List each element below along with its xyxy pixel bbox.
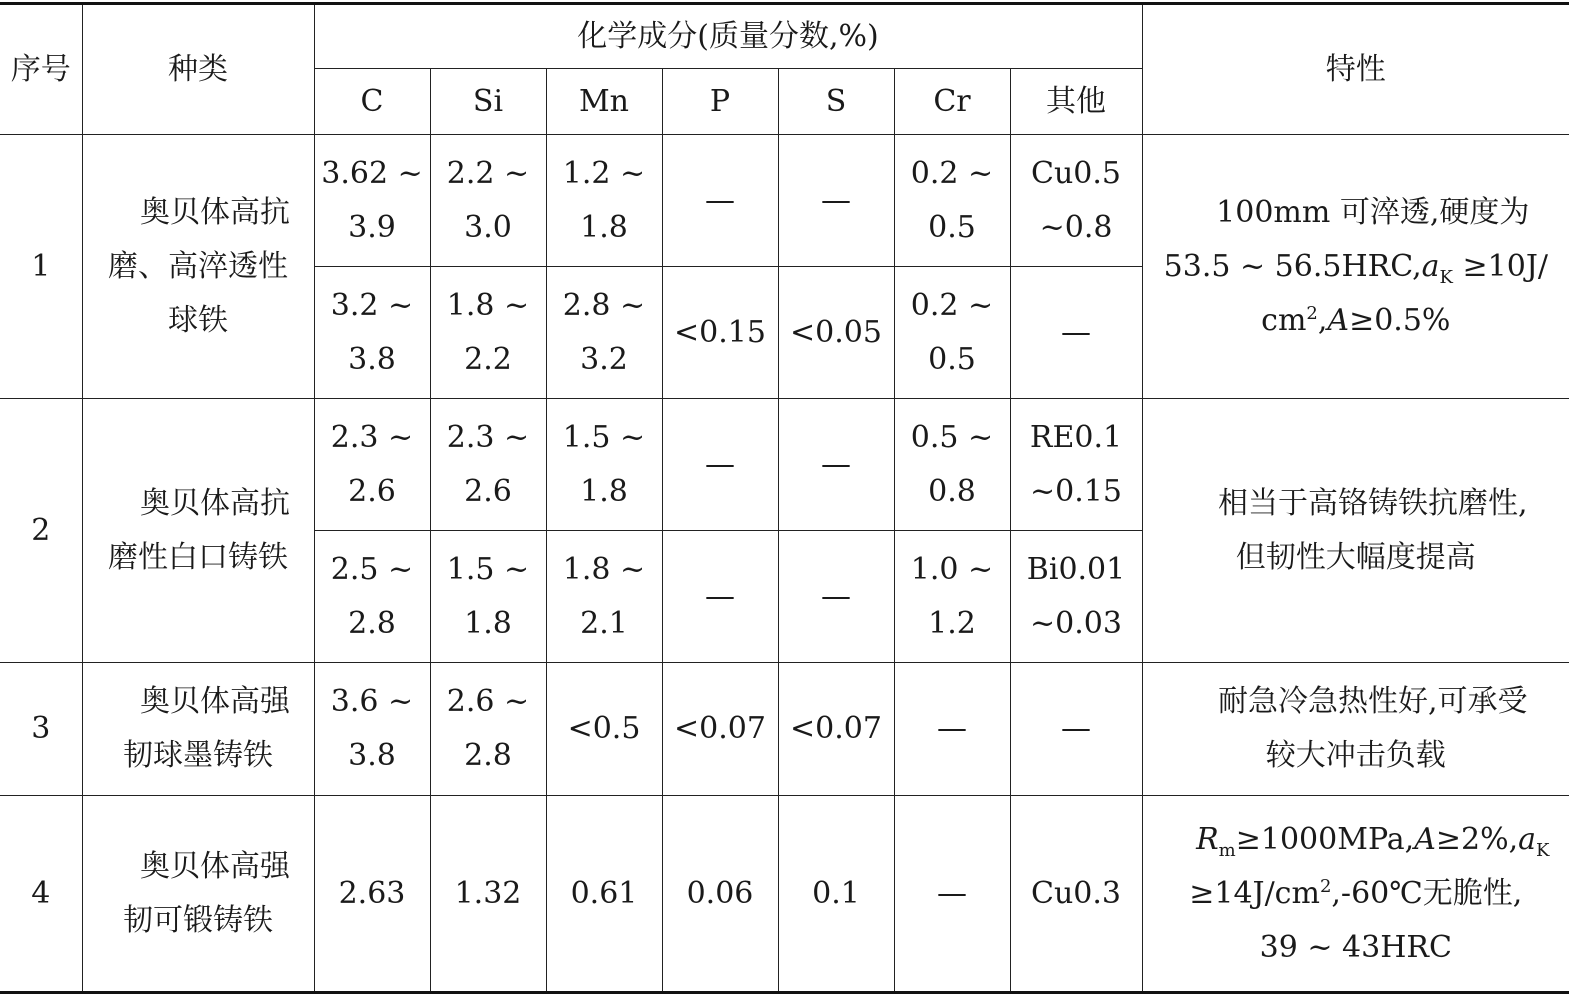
symbol-A: A — [1414, 821, 1436, 857]
value-mn: 1.5 ~ 1.8 — [546, 399, 662, 531]
value-p: 0.06 — [662, 796, 778, 993]
header-no: 序号 — [0, 4, 82, 135]
kind-text: 韧球墨铸铁 — [123, 738, 273, 773]
property-text: ≥14J/cm — [1189, 875, 1320, 911]
value-si: 2.2 ~ 3.0 — [430, 135, 546, 267]
symbol-A: A — [1327, 302, 1350, 338]
value-s: — — [778, 531, 894, 663]
value-cr: 0.2 ~ 0.5 — [894, 135, 1010, 267]
symbol-sup: 2 — [1306, 302, 1318, 324]
composition-table — [0, 2, 1569, 994]
property-text: 较大冲击负载 — [1265, 738, 1446, 773]
value-c: 2.3 ~ 2.6 — [314, 399, 430, 531]
symbol-a: a — [1421, 248, 1440, 284]
property-text: ≥1000MPa, — [1235, 821, 1415, 857]
property-text: 53.5 ~ 56.5HRC, — [1163, 248, 1422, 284]
value-c: 3.6 ~ 3.8 — [314, 663, 430, 796]
value-p: — — [662, 135, 778, 267]
value-si: 1.32 — [430, 796, 546, 993]
value-mn: 2.8 ~ 3.2 — [546, 267, 662, 399]
value-c: 2.5 ~ 2.8 — [314, 531, 430, 663]
kind-text: 磨、高淬透性 — [108, 248, 288, 284]
value-other: RE0.1 ~0.15 — [1010, 399, 1142, 531]
value-mn: <0.5 — [546, 663, 662, 796]
kind-cell — [82, 796, 314, 993]
value-other: — — [1010, 663, 1142, 796]
kind-cell — [82, 135, 314, 399]
kind-text: 球铁 — [168, 302, 228, 338]
symbol-sub: m — [1218, 839, 1236, 861]
table-row — [0, 135, 1569, 267]
kind-text: 奥贝体高抗 — [140, 485, 290, 521]
header-row-1 — [0, 4, 1569, 69]
value-c: 2.63 — [314, 796, 430, 993]
symbol-a: a — [1518, 821, 1537, 857]
property-text: , — [1317, 302, 1328, 338]
header-composition: 化学成分(质量分数,%) — [314, 4, 1142, 69]
property-text: ,-60℃无脆性, — [1331, 875, 1523, 911]
table-row — [0, 399, 1569, 531]
property-cell — [1142, 399, 1569, 663]
property-text: ≥2%, — [1435, 821, 1519, 857]
value-p: — — [662, 531, 778, 663]
value-mn: 0.61 — [546, 796, 662, 993]
property-text: 耐急冷急热性好,可承受 — [1218, 684, 1528, 719]
value-p: <0.07 — [662, 663, 778, 796]
property-cell — [1142, 796, 1569, 993]
property-text: ≥0.5% — [1349, 302, 1451, 338]
property-text: ≥10J/ — [1452, 248, 1548, 284]
symbol-sub: K — [1536, 839, 1550, 861]
kind-text: 磨性白口铸铁 — [108, 539, 288, 575]
header-property: 特性 — [1142, 4, 1569, 135]
property-text: 相当于高铬铸铁抗磨性, — [1218, 485, 1528, 521]
value-p: <0.15 — [662, 267, 778, 399]
value-si: 2.6 ~ 2.8 — [430, 663, 546, 796]
kind-cell — [82, 663, 314, 796]
property-cell — [1142, 663, 1569, 796]
value-s: 0.1 — [778, 796, 894, 993]
symbol-sup: 2 — [1319, 875, 1332, 897]
value-other: — — [1010, 267, 1142, 399]
property-text: 100mm 可淬透,硬度为 — [1216, 194, 1530, 230]
value-other: Cu0.5 ~0.8 — [1010, 135, 1142, 267]
header-kind: 种类 — [82, 4, 314, 135]
header-element-mn: Mn — [546, 69, 662, 135]
row-number: 4 — [0, 796, 82, 993]
value-mn: 1.2 ~ 1.8 — [546, 135, 662, 267]
header-element-s: S — [778, 69, 894, 135]
value-c: 3.2 ~ 3.8 — [314, 267, 430, 399]
kind-text: 奥贝体高强 — [140, 684, 290, 719]
value-s: — — [778, 135, 894, 267]
table-row — [0, 663, 1569, 796]
kind-text: 韧可锻铸铁 — [123, 902, 273, 938]
value-p: — — [662, 399, 778, 531]
property-text: 39 ~ 43HRC — [1259, 929, 1452, 965]
value-cr: — — [894, 663, 1010, 796]
kind-text: 奥贝体高抗 — [140, 194, 290, 230]
value-cr: 1.0 ~ 1.2 — [894, 531, 1010, 663]
symbol-R: R — [1196, 821, 1219, 857]
value-si: 1.5 ~ 1.8 — [430, 531, 546, 663]
header-element-cr: Cr — [894, 69, 1010, 135]
value-s: <0.05 — [778, 267, 894, 399]
value-cr: 0.2 ~ 0.5 — [894, 267, 1010, 399]
value-si: 2.3 ~ 2.6 — [430, 399, 546, 531]
header-element-p: P — [662, 69, 778, 135]
property-text: 但韧性大幅度提高 — [1235, 539, 1476, 575]
header-element-other: 其他 — [1010, 69, 1142, 135]
kind-text: 奥贝体高强 — [140, 848, 290, 884]
value-mn: 1.8 ~ 2.1 — [546, 531, 662, 663]
property-cell — [1142, 135, 1569, 399]
property-text: cm — [1261, 302, 1307, 338]
value-s: <0.07 — [778, 663, 894, 796]
value-s: — — [778, 399, 894, 531]
value-cr: — — [894, 796, 1010, 993]
value-cr: 0.5 ~ 0.8 — [894, 399, 1010, 531]
row-number: 1 — [0, 135, 82, 399]
symbol-sub: K — [1439, 266, 1453, 288]
header-element-c: C — [314, 69, 430, 135]
row-number: 3 — [0, 663, 82, 796]
value-other: Bi0.01 ~0.03 — [1010, 531, 1142, 663]
table-row — [0, 796, 1569, 993]
value-si: 1.8 ~ 2.2 — [430, 267, 546, 399]
header-element-si: Si — [430, 69, 546, 135]
row-number: 2 — [0, 399, 82, 663]
value-other: Cu0.3 — [1010, 796, 1142, 993]
value-c: 3.62 ~ 3.9 — [314, 135, 430, 267]
kind-cell — [82, 399, 314, 663]
